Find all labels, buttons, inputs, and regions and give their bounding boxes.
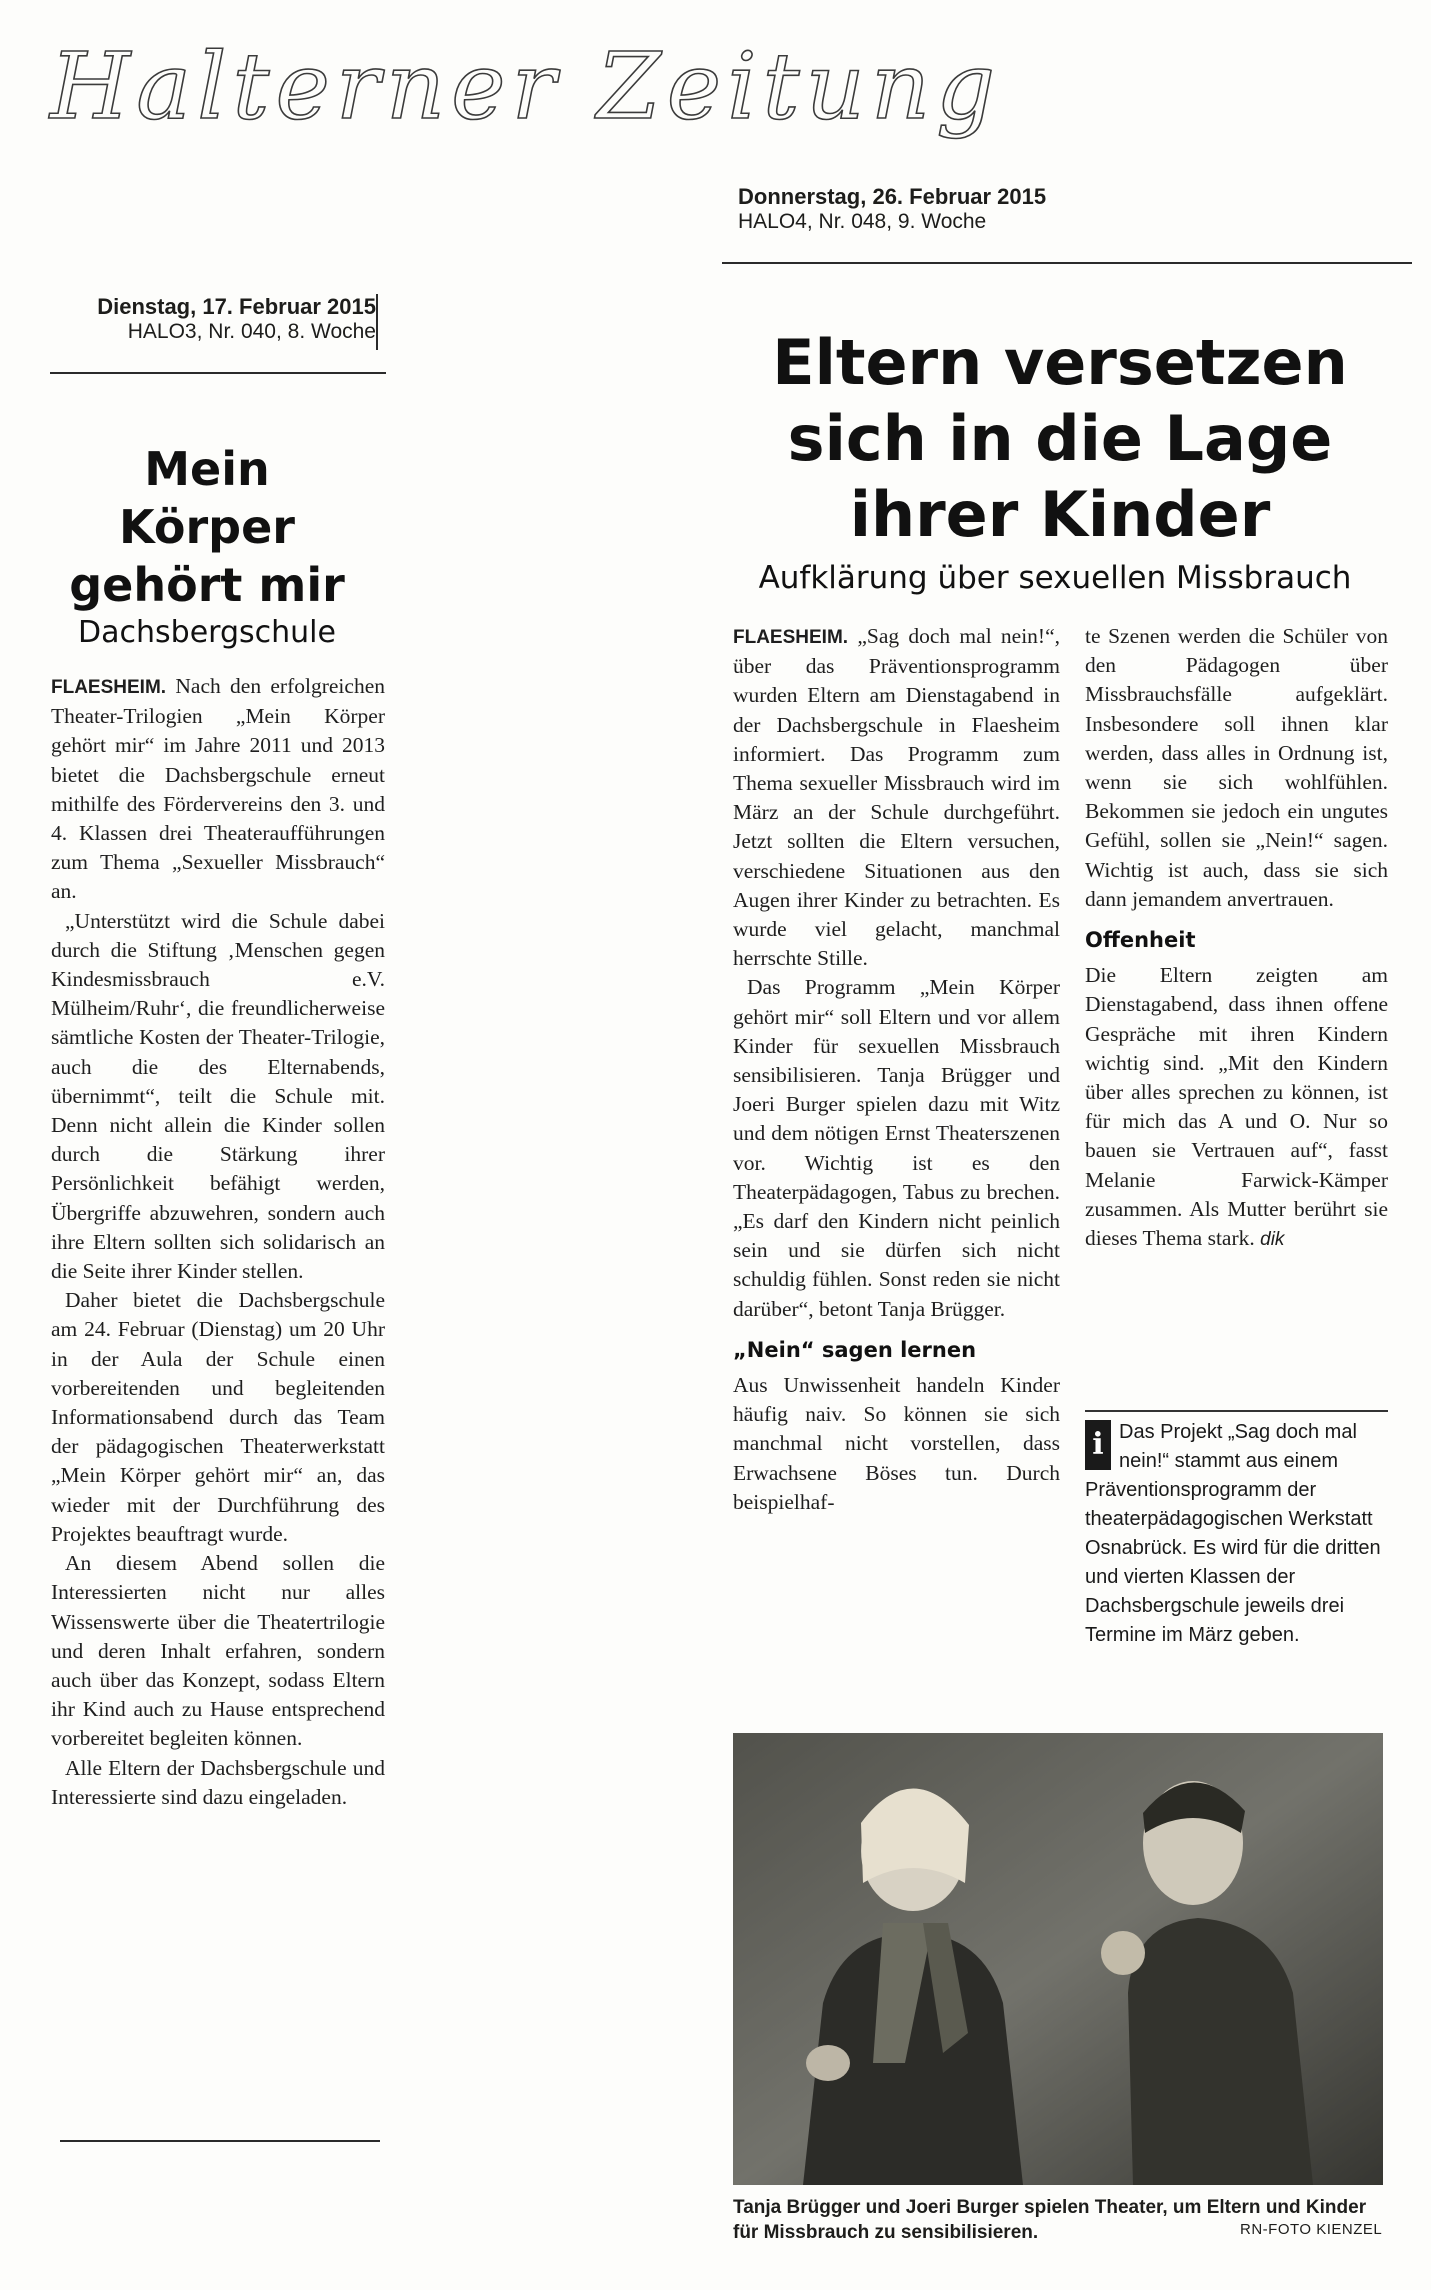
right-article-column-1: [733, 622, 1060, 1517]
left-headline-line: Körper: [119, 500, 295, 554]
photo-credit: RN-FOTO KIENZEL: [1240, 2221, 1383, 2238]
right-article-column-2: [1085, 622, 1388, 1254]
right-headline-line: sich in die Lage: [787, 402, 1333, 475]
right-paragraph: Das Programm „Mein Körper gehört mir“ soll Eltern und vor allem Kinder für sexuellen Missbrauch sensibilisieren. Tanja Brügger und Joeri Burger spielen dazu mit Witz und dem nötigen Ernst Theaterszenen vor. Wichtig ist es den Theaterpädagogen, Tabus zu brechen. „Es darf den Kindern nicht peinlich sein und sie dürfen sich nicht schuldig fühlen. Sonst reden sie nicht darüber“, betont Tanja Brügger.: [733, 975, 1060, 1321]
article-photo: [733, 1733, 1383, 2185]
right-headline: [760, 325, 1360, 553]
right-paragraph: [733, 622, 1060, 973]
right-dateline: FLAESHEIM.: [733, 627, 849, 648]
photo-illustration: [733, 1733, 1383, 2185]
left-paragraph: „Unterstützt wird die Schule dabei durch die Stiftung ‚Menschen gegen Kindesmissbrauch e.V. Mülheim/Ruhr‘, die freundlicherweise sämtliche Kosten der Theater-Trilogie, auch die des Elternabends, übernimmt“, teilt die Schule mit. Denn nicht allein die Kinder sollen durch die Stärkung ihrer Persönlichkeit befähigt werden, Übergriffe abzuwehren, sondern auch ihre Eltern sollten sich solidarisch an die Seite ihrer Kinder stellen.: [51, 908, 385, 1284]
left-subheadline: Dachsbergschule: [78, 615, 336, 650]
right-paragraph-text: Die Eltern zeigten am Dienstagabend, dass ihnen offene Gespräche mit ihren Kindern wichtig sind. „Mit den Kindern über alles sprechen zu können, ist für mich das A und O. Nur so bauen sie Vertrauen auf“, fasst Melanie Farwick-Kämper zusammen. Als Mutter berührt sie dieses Thema stark.: [1085, 963, 1388, 1251]
left-paragraph: [51, 672, 385, 907]
left-paragraph: Alle Eltern der Dachsbergschule und Interessierte sind dazu eingeladen.: [51, 1755, 385, 1809]
subhead-offenheit: Offenheit: [1085, 928, 1196, 953]
left-article-top-rule: [50, 372, 386, 374]
right-masthead: [738, 184, 1138, 234]
left-paragraph-text: Nach den erfolgreichen Theater-Trilogien „Mein Körper gehört mir“ im Jahre 2011 und 2013 bietet die Dachsbergschule erneut mithilfe des Fördervereins den 3. und 4. Klassen drei Theateraufführungen zum Thema „Sexueller Missbrauch“ an.: [51, 674, 385, 904]
right-subheadline: Aufklärung über sexuellen Missbrauch: [758, 560, 1352, 596]
left-headline-line: Mein: [144, 442, 270, 496]
left-dateline: FLAESHEIM.: [51, 677, 167, 698]
left-masthead-issue: HALO3, Nr. 040, 8. Woche: [127, 320, 376, 343]
handwritten-newspaper-name: [40, 0, 1001, 160]
right-headline-line: Eltern versetzen: [772, 326, 1348, 399]
right-paragraph-text: „Sag doch mal nein!“, über das Präventionsprogramm wurden Eltern am Dienstagabend in der Dachsbergschule in Flaesheim informiert. Das Programm zum Thema sexueller Missbrauch wird im März an der Schule durchgeführt. Jetzt sollten die Eltern versuchen, verschiedene Situationen aus den Augen ihrer Kinder zu betrachten. Es wurde viel gelacht, manchmal herrschte Stille.: [733, 624, 1061, 971]
subhead-nein-sagen: „Nein“ sagen lernen: [733, 1337, 977, 1362]
left-headline: [52, 440, 362, 614]
right-paragraph: [1085, 961, 1388, 1254]
info-box-text-wrap: [1085, 1418, 1388, 1650]
right-masthead-date: Donnerstag, 26. Februar 2015: [738, 184, 1047, 209]
handwriting-text: Halterner Zeitung: [50, 33, 1001, 140]
left-headline-line: gehört mir: [69, 558, 345, 612]
info-icon: i: [1085, 1420, 1111, 1470]
right-paragraph: te Szenen werden die Schüler von den Pädagogen über Missbrauchsfälle aufgeklärt. Insbesondere soll ihnen klar werden, dass alles in Ordnung ist, wenn sie sich wohlfühlen. Bekommen sie jedoch ein ungutes Gefühl, sollen sie „Nein!“ sagen. Wichtig ist auch, dass sie sich dann jemandem anvertrauen.: [1085, 624, 1388, 911]
left-article-bottom-rule: [60, 2140, 380, 2142]
right-masthead-issue: HALO4, Nr. 048, 9. Woche: [738, 210, 987, 233]
info-box-rule: [1085, 1410, 1388, 1412]
left-paragraph: Daher bietet die Dachsbergschule am 24. Februar (Dienstag) um 20 Uhr in der Aula der Schule einen vorbereitenden und begleitenden Informationsabend durch das Team der pädagogischen Theaterwerkstatt „Mein Körper gehört mir“ an, das wieder mit der Durchführung des Projektes beauftragt wurde.: [51, 1288, 385, 1546]
right-paragraph: Aus Unwissenheit handeln Kinder häufig naiv. So können sie sich manchmal nicht vorstellen, dass Erwachsene Böses tun. Durch beispielhaf-: [733, 1373, 1060, 1514]
photo-caption: Tanja Brügger und Joeri Burger spielen Theater, um Eltern und Kinder für Missbrauch zu sensibilisieren.: [733, 2197, 1367, 2243]
author-tag: dik: [1260, 1229, 1285, 1251]
info-box-text: Das Projekt „Sag doch mal nein!“ stammt aus einem Präventionsprogramm der theaterpädagogischen Werkstatt Osnabrück. Es wird für die dritten und vierten Klassen der Dachsbergschule jeweils drei Termine im März geben.: [1085, 1421, 1381, 1646]
right-headline-line: ihrer Kinder: [849, 478, 1271, 551]
left-masthead-date: Dienstag, 17. Februar 2015: [97, 294, 376, 319]
right-article-top-rule: [722, 262, 1412, 264]
left-paragraph: An diesem Abend sollen die Interessierten nicht nur alles Wissenswerte über die Theatertrilogie und deren Inhalt erfahren, sondern auch über das Konzept, sodass Eltern ihr Kind auch zu Hause entsprechend vorbereitet begleiten können.: [51, 1551, 385, 1751]
info-box: [1085, 1410, 1388, 1650]
left-masthead: [40, 294, 376, 344]
left-article-body: [51, 672, 385, 1812]
left-masthead-divider: [376, 294, 378, 350]
